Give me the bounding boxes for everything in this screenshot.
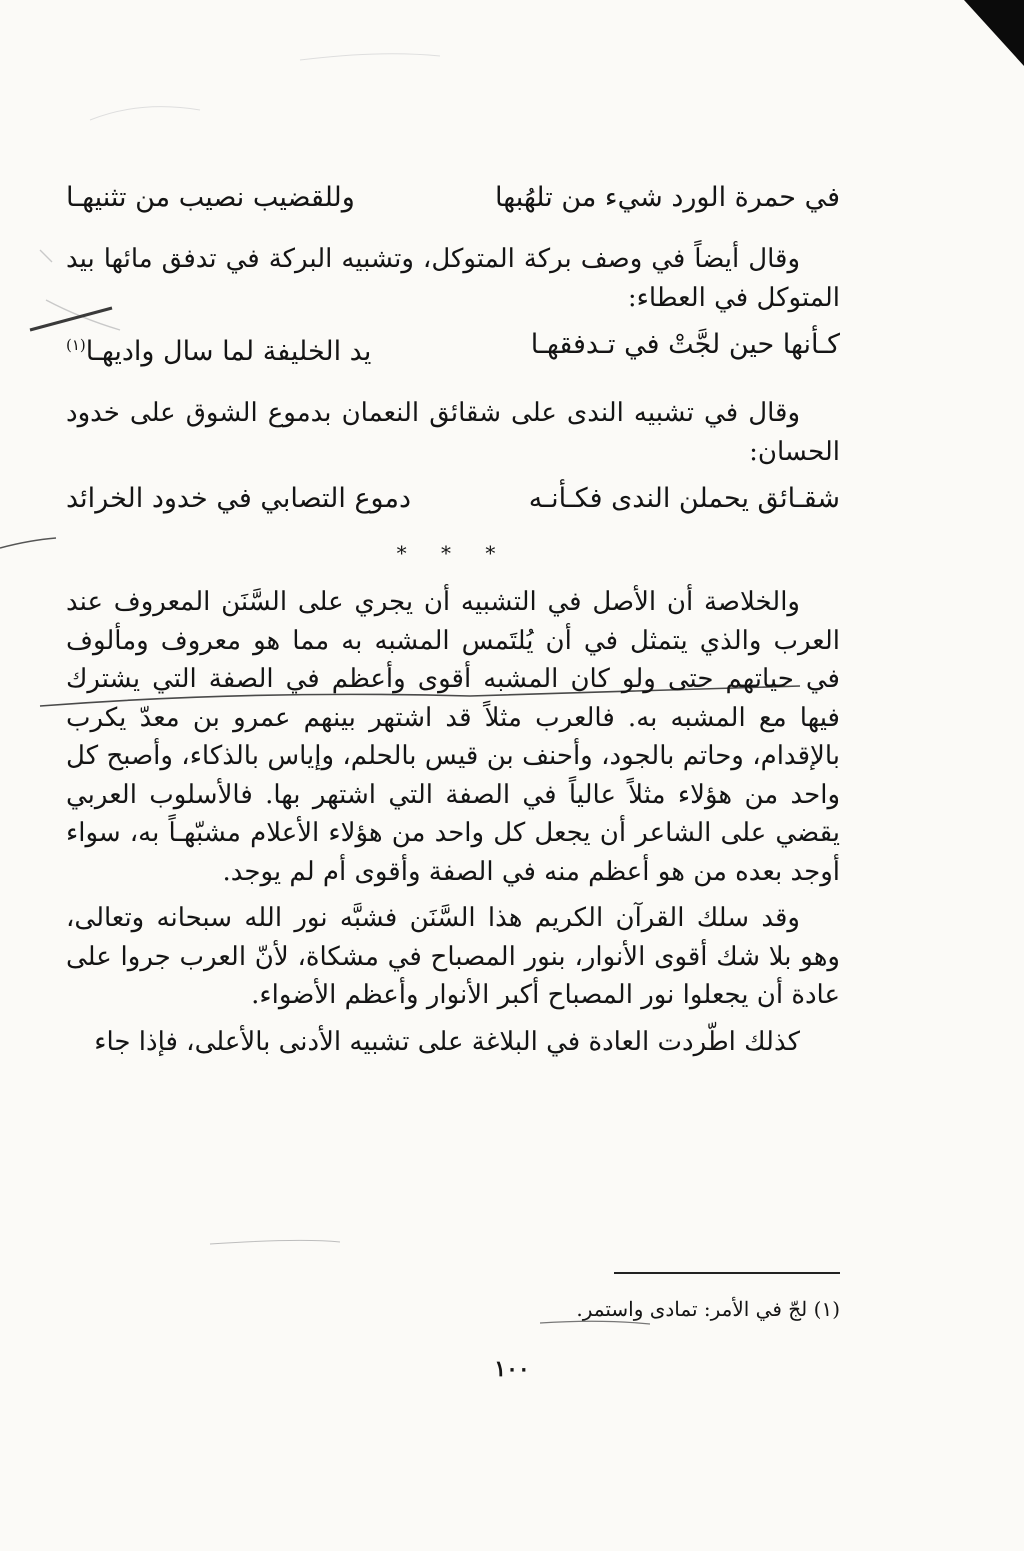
footnote-rule	[614, 1272, 840, 1274]
paragraph-4: وقد سلك القرآن الكريم هذا السَّنَن فشبَّه نور الله سبحانه وتعالى، وهو بلا شك أقوى الأنوار، بنور المصباح في مشكاة، لأنّ العرب جروا على عادة أن يجعلوا نور المصباح أكبر الأنوار وأعظم الأضواء.	[66, 903, 840, 1010]
paragraph-5: كذلك اطّردت العادة في البلاغة على تشبيه الأدنى بالأعلى، فإذا جاء	[94, 1026, 800, 1057]
section-separator: * * *	[396, 541, 510, 565]
page-number: ١٠٠	[494, 1356, 530, 1382]
paragraph-3: والخلاصة أن الأصل في التشبيه أن يجري على السَّنَن المعروف عند العرب والذي يتمثل في أن يُلتَمس المشبه به مما هو معروف ومألوف في حياتهم حتى ولو كان المشبه أقوى وأعظم في الصفة التي يشترك فيها مع المشبه به. فالعرب مثلاً قد اشتهر بينهم عمرو بن معدّ يكرب بالإقدام، وحاتم بالجود، وأحنف بن قيس بالحلم، وإياس بالذكاء، وأصبح كل واحد من هؤلاء مثلاً عالياً في الصفة التي اشتهر بها. فالأسلوب العربي يقضي على الشاعر أن يجعل كل واحد من هؤلاء الأعلام مشبّهـاً به، سواء أوجد بعده من هو أعظم منه في الصفة وأقوى أم لم يوجد.	[66, 587, 840, 887]
verse-1	[66, 178, 840, 218]
footnotes	[66, 1272, 840, 1324]
verse-2-second-text: يد الخليفة لما سال واديهـا	[85, 336, 372, 367]
verse-3	[66, 479, 840, 519]
verse-2-first-hemistich: كـأنها حين لجَّتْ في تـدفقهـا	[530, 329, 840, 360]
verse-1-second-hemistich: وللقضيب نصيب من تثنيهـا	[66, 182, 355, 213]
footnote-1: (١) لجّ في الأمر: تمادى واستمر.	[576, 1297, 840, 1321]
verse-2	[66, 325, 840, 372]
verse-2-second-hemistich	[66, 325, 371, 372]
paragraph-1: وقال أيضاً في وصف بركة المتوكل، وتشبيه البركة في تدفق مائها بيد المتوكل في العطاء:	[66, 244, 840, 313]
verse-1-first-hemistich: في حمرة الورد شيء من تلهُبها	[495, 182, 840, 213]
verse-3-first-hemistich: شقـائق يحملن الندى فكـأنـه	[528, 483, 840, 514]
footnote-ref-1: (١)	[66, 336, 86, 354]
verse-3-second-hemistich: دموع التصابي في خدود الخرائد	[66, 483, 411, 514]
page-body	[66, 178, 840, 1069]
paragraph-2: وقال في تشبيه الندى على شقائق النعمان بدموع الشوق على خدود الحسان:	[66, 398, 840, 467]
